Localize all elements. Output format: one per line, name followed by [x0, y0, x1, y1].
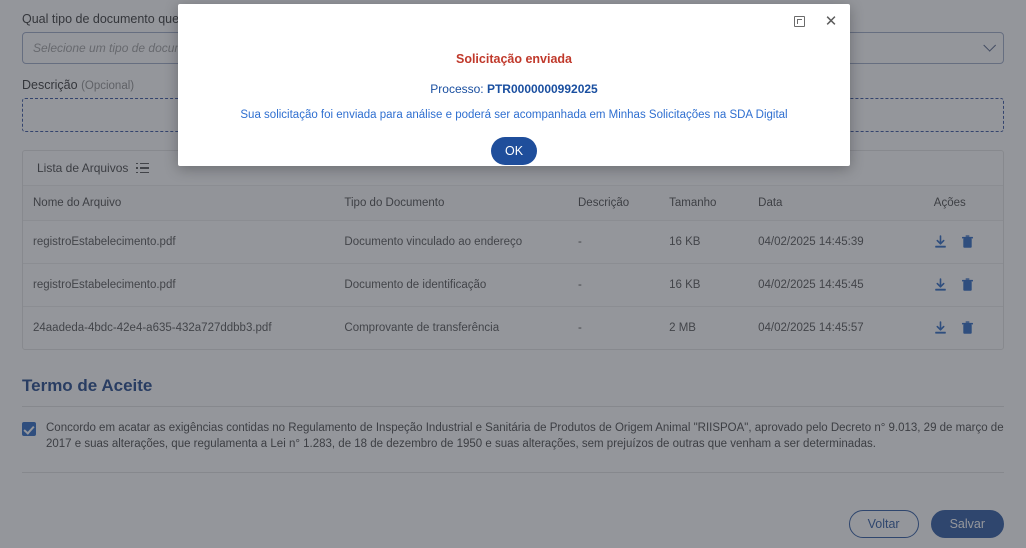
modal-ok-button[interactable]: OK [491, 137, 537, 165]
expand-icon[interactable] [790, 12, 808, 30]
modal-body [178, 4, 850, 165]
close-icon[interactable]: ✕ [824, 12, 838, 30]
modal-process-label: Processo: [430, 82, 484, 96]
confirmation-modal [178, 4, 850, 166]
modal-process-number: PTR0000000992025 [486, 82, 598, 96]
modal-note: Sua solicitação foi enviada para análise e poderá ser acompanhada em Minhas Solicitações na SDA Digital [240, 109, 788, 121]
modal-toolbar [790, 12, 840, 30]
modal-process-line [178, 82, 850, 96]
modal-title: Solicitação enviada [455, 52, 573, 66]
